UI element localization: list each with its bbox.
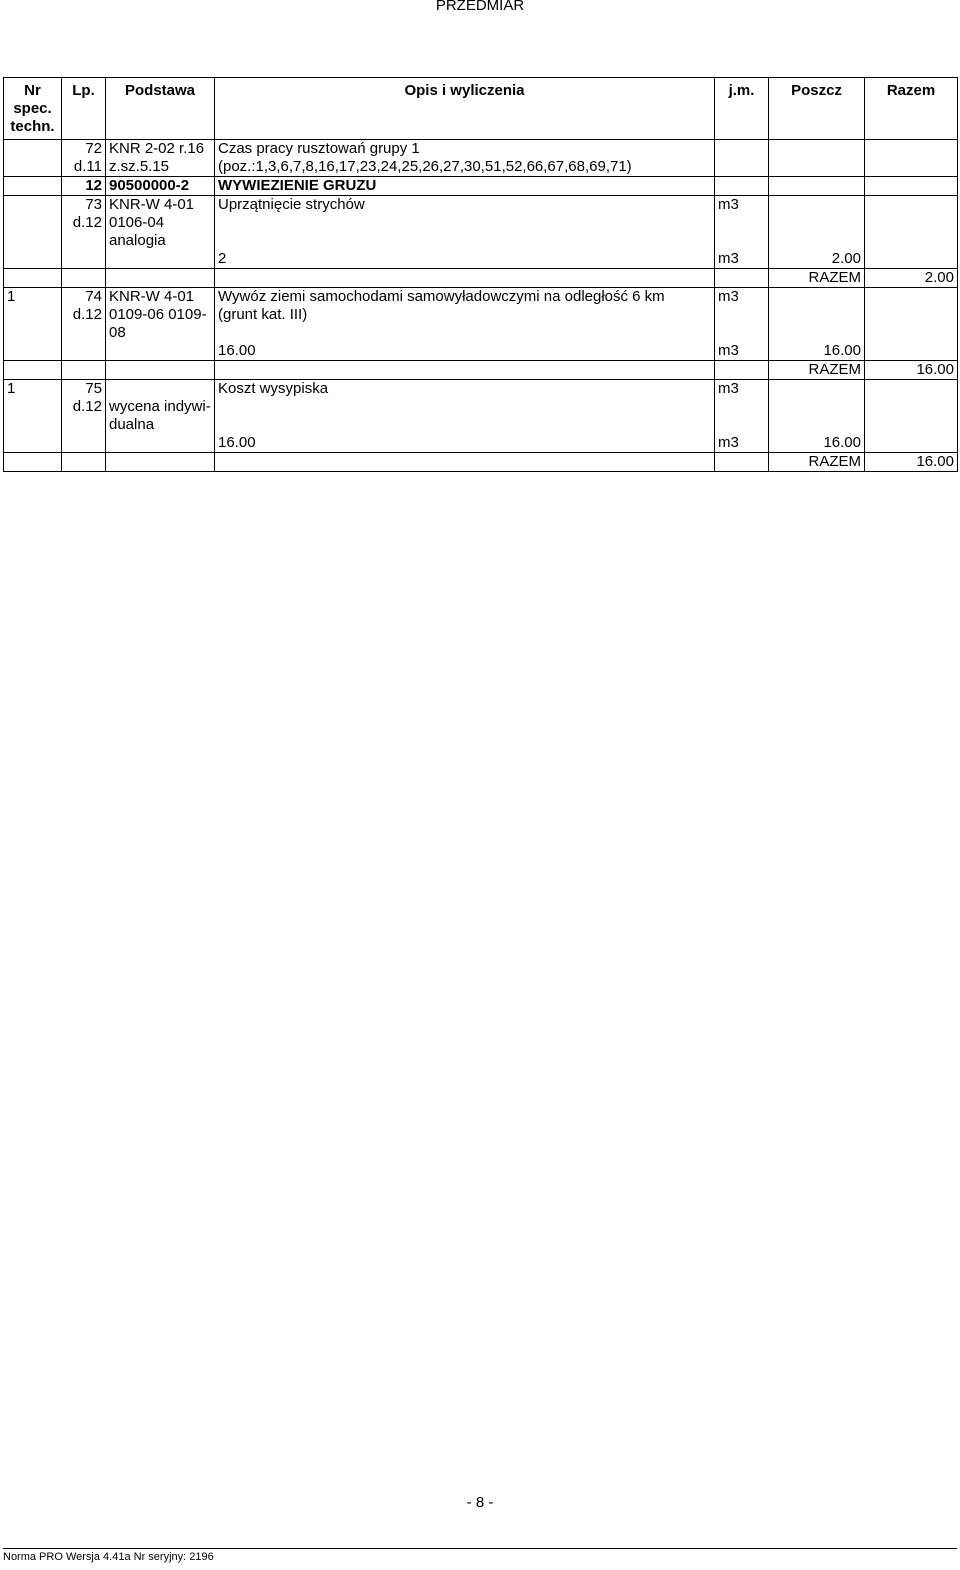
table-row — [4, 232, 958, 250]
row75-razem-value: 16.00 — [865, 453, 958, 472]
calc-row — [4, 250, 958, 269]
row74-razem-label: RAZEM — [769, 361, 865, 380]
row75-podstawa2: dualna — [106, 416, 215, 434]
row75-lp: 75 — [62, 380, 106, 399]
page-number: - 8 - — [466, 1494, 494, 1511]
footer-divider — [3, 1548, 957, 1549]
table-row — [4, 196, 958, 215]
razem-row — [4, 361, 958, 380]
row75-razem-label: RAZEM — [769, 453, 865, 472]
table-row — [4, 324, 958, 342]
row74-lp: 74 — [62, 288, 106, 307]
row74-podstawa2: 0109-06 0109- — [106, 306, 215, 324]
row74-jm: m3 — [715, 288, 769, 307]
table-row — [4, 306, 958, 324]
header-nr: Nr spec. techn. — [4, 78, 62, 140]
row74-podstawa3: 08 — [106, 324, 215, 342]
table-row — [4, 398, 958, 416]
calc-row — [4, 342, 958, 361]
row72-lp: 72 — [62, 140, 106, 159]
table-row — [4, 140, 958, 159]
row73-calc-value: 2.00 — [769, 250, 865, 269]
table-row — [4, 416, 958, 434]
section12-lp: 12 — [62, 177, 106, 196]
row72-opis2: (poz.:1,3,6,7,8,16,17,23,24,25,26,27,30,51,52,66,67,68,69,71) — [215, 158, 715, 177]
cost-table — [3, 77, 958, 472]
row73-jm: m3 — [715, 196, 769, 215]
footer-text: Norma PRO Wersja 4.41a Nr seryjny: 2196 — [3, 1551, 214, 1563]
row74-opis2: (grunt kat. III) — [215, 306, 715, 324]
row73-calc-jm: m3 — [715, 250, 769, 269]
row74-podstawa: KNR-W 4-01 — [106, 288, 215, 307]
header-razem: Razem — [865, 78, 958, 140]
razem-row — [4, 269, 958, 288]
table-row — [4, 288, 958, 307]
row75-calc-jm: m3 — [715, 434, 769, 453]
page-title: PRZEDMIAR — [435, 0, 525, 14]
row75-opis: Koszt wysypiska — [215, 380, 715, 399]
header-jm: j.m. — [715, 78, 769, 140]
row75-nr: 1 — [4, 380, 62, 399]
row72-opis: Czas pracy rusztowań grupy 1 — [215, 140, 715, 159]
row74-opis: Wywóz ziemi samochodami samowyładowczymi na odległość 6 km — [215, 288, 715, 307]
row75-jm: m3 — [715, 380, 769, 399]
row72-podstawa2: z.sz.5.15 — [106, 158, 215, 177]
row72-podstawa: KNR 2-02 r.16 — [106, 140, 215, 159]
header-poszcz: Poszcz — [769, 78, 865, 140]
razem-row — [4, 453, 958, 472]
row73-lp2: d.12 — [62, 214, 106, 232]
row73-podstawa2: 0106-04 — [106, 214, 215, 232]
section12-code: 90500000-2 — [106, 177, 215, 196]
row75-podstawa: wycena indywi- — [106, 398, 215, 416]
row74-razem-value: 16.00 — [865, 361, 958, 380]
row73-opis: Uprzątnięcie strychów — [215, 196, 715, 215]
table-row — [4, 380, 958, 399]
row74-nr: 1 — [4, 288, 62, 307]
table-header — [4, 78, 958, 140]
section12-title: WYWIEZIENIE GRUZU — [215, 177, 715, 196]
table-row — [4, 158, 958, 177]
table-row — [4, 214, 958, 232]
row75-calc-value: 16.00 — [769, 434, 865, 453]
row74-calc-jm: m3 — [715, 342, 769, 361]
calc-row — [4, 434, 958, 453]
row75-lp2: d.12 — [62, 398, 106, 416]
row74-calc-expr: 16.00 — [215, 342, 715, 361]
row73-razem-value: 2.00 — [865, 269, 958, 288]
row73-podstawa: KNR-W 4-01 — [106, 196, 215, 215]
row73-razem-label: RAZEM — [769, 269, 865, 288]
row74-calc-value: 16.00 — [769, 342, 865, 361]
row75-calc-expr: 16.00 — [215, 434, 715, 453]
row72-lp2: d.11 — [62, 158, 106, 177]
row73-lp: 73 — [62, 196, 106, 215]
header-lp: Lp. — [62, 78, 106, 140]
section-row — [4, 177, 958, 196]
header-podstawa: Podstawa — [106, 78, 215, 140]
row73-podstawa3: analogia — [106, 232, 215, 250]
row74-lp2: d.12 — [62, 306, 106, 324]
header-opis: Opis i wyliczenia — [215, 78, 715, 140]
row73-calc-expr: 2 — [215, 250, 715, 269]
